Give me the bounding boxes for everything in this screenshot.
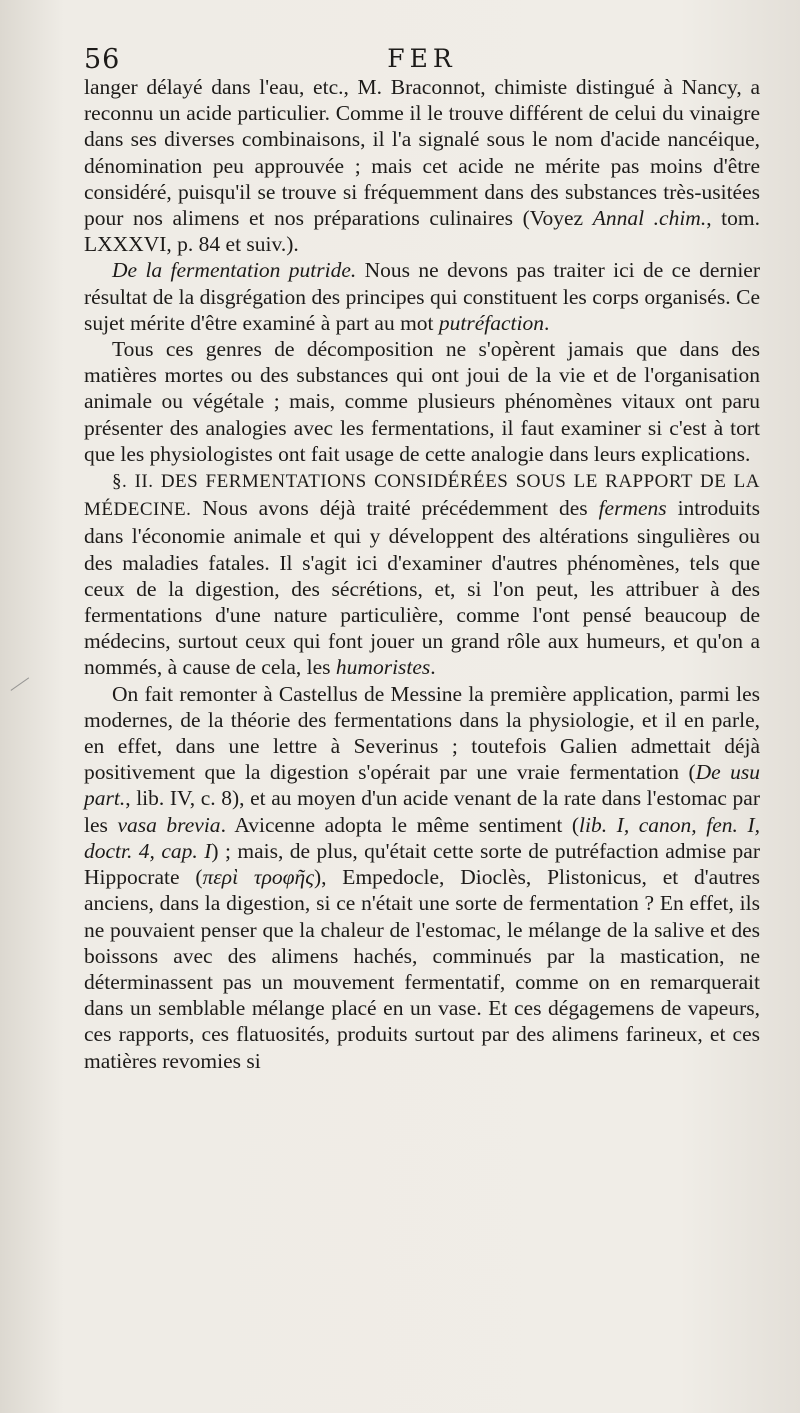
section-heading: §. II. DES FERMENTATIONS CONSIDÉRÉES SOUS LE RAPPORT DE LA MÉDECINE. xyxy=(84,471,760,521)
running-head: FER xyxy=(387,44,457,73)
page-number: 56 xyxy=(84,44,121,75)
paragraph-heading: De la fermentation putride. xyxy=(112,258,357,283)
greek-term: περὶ τροφῆς xyxy=(202,865,314,890)
paragraph-decomposition: Tous ces genres de décomposition ne s'opèrent jamais que dans des matières mortes ou des substances qui ont joui de la vie et de l'organisation animale ou végétale ; mais, comme plusieurs phénomènes vitaux ont paru présenter des analogies avec les fermentations, il faut examiner si c'est à tort que les physiologistes ont fait usage de cette analogie dans leurs explications. xyxy=(84,337,760,466)
paragraph-fermentation-putride: De la fermentation putride. Nous ne devons pas traiter ici de ce dernier résultat de la disgrégation des principes qui constituent les corps organisés. Ce sujet mérite d'être examiné à part au mot putréfaction. xyxy=(84,258,760,335)
paragraph-castellus: On fait remonter à Castellus de Messine la première application, parmi les modernes, de la théorie des fermentations dans la physiologie, et il en parle, en effet, dans une lettre à Severinus ; toutefois Galien admettait déjà positivement que la digestion s'opérait par une vraie fermentation (De usu part., lib. IV, c. 8), et au moyen d'un acide venant de la rate dans l'estomac par les vasa brevia. Avicenne adopta le même sentiment (lib. I, canon, fen. I, doctr. 4, cap. I) ; mais, de plus, qu'était cette sorte de putréfaction admise par Hippocrate (περὶ τροφῆς), Empedocle, Dioclès, Plistonicus, et d'autres anciens, dans la digestion, si ce n'était une sorte de fermentation ? En effet, ils ne pouvaient penser que la chaleur de l'estomac, le mélange de la salive et des boissons avec des alimens hachés, comminués par la mastication, ne déterminassent pas un mouvement fermentatif, comme on en remarquerait dans un semblable mélange placé en un vase. Et ces dégagemens de vapeurs, ces rapports, ces flatuosités, produits surtout par des alimens farineux, et ces matières revomies si xyxy=(84,681,760,1073)
body-text xyxy=(84,74,760,1074)
margin-mark xyxy=(11,677,40,705)
paragraph-section-two: §. II. DES FERMENTATIONS CONSIDÉRÉES SOUS LE RAPPORT DE LA MÉDECINE. Nous avons déjà traité précédemment des fermens introduits dans l'économie animale et qui y développent des altérations singulières ou des maladies fatales. Il s'agit ici d'examiner d'autres phénomènes, tels que ceux de la digestion, des sécrétions, et, si l'on peut, les attribuer à des fermentations d'une nature particulière, comme l'ont pensé beaucoup de médecins, surtout ceux qui font jouer un grand rôle aux humeurs, et qu'on a nommés, à cause de cela, les humoristes. xyxy=(84,471,760,680)
paragraph-braconnot: langer délayé dans l'eau, etc., M. Braconnot, chimiste distingué à Nancy, a reconnu un acide particulier. Comme il le trouve différent de celui du vinaigre dans ses diverses combinaisons, il l'a signalé sous le nom d'acide nancéique, dénomination peu approuvée ; mais cet acide ne mérite pas moins d'être considéré, puisqu'il se trouve si fréquemment dans des substances très-usitées pour nos alimens et nos préparations culinaires (Voyez Annal .chim., tom. LXXXVI, p. 84 et suiv.). xyxy=(84,75,761,257)
